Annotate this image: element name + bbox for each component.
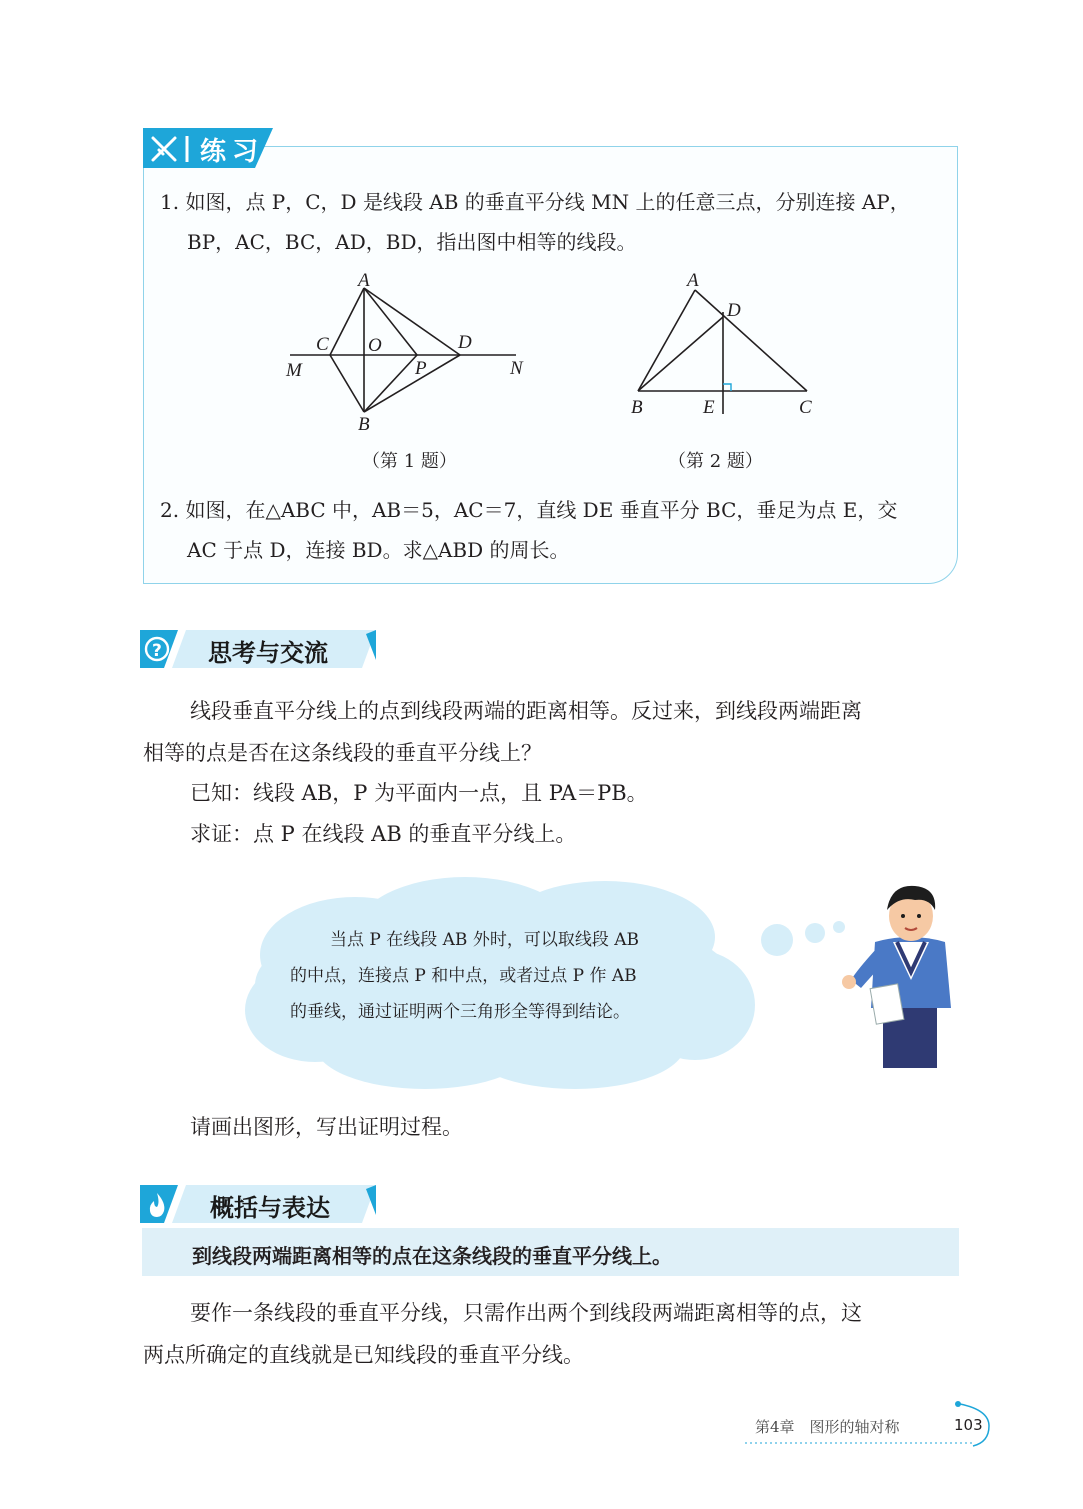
fig2-label-c: C (799, 397, 812, 418)
figure-2-caption: （第 2 题） (668, 451, 763, 472)
svg-text:?: ? (152, 641, 162, 661)
given-statement: 已知：线段 AB，P 为平面内一点，且 PA＝PB。 (190, 781, 648, 805)
draw-instruction: 请画出图形，写出证明过程。 (190, 1115, 463, 1139)
student-illustration (835, 880, 955, 1070)
footer-decoration (745, 1398, 995, 1452)
fig1-label-n: N (510, 358, 523, 379)
fig2-label-a: A (687, 270, 699, 291)
footer-chapter: 第4章 图形的轴对称 (755, 1418, 900, 1436)
question-2-line-2: AC 于点 D，连接 BD。求△ABD 的周长。 (187, 538, 570, 562)
fig1-label-c: C (316, 334, 329, 355)
fig1-label-o: O (368, 335, 382, 356)
fig1-label-b: B (358, 414, 370, 435)
question-1-line-2: BP，AC，BC，AD，BD，指出图中相等的线段。 (187, 230, 637, 254)
summary-paragraph-line-2: 两点所确定的直线就是已知线段的垂直平分线。 (143, 1343, 584, 1367)
summary-title: 概括与表达 (210, 1194, 330, 1222)
summary-paragraph-line-1: 要作一条线段的垂直平分线，只需作出两个到线段两端距离相等的点，这 (190, 1301, 862, 1325)
think-paragraph-line-1: 线段垂直平分线上的点到线段两端的距离相等。反过来，到线段两端距离 (190, 699, 862, 723)
fig1-label-p: P (415, 358, 427, 379)
question-1-line-1: 1. 如图，点 P，C，D 是线段 AB 的垂直平分线 MN 上的任意三点，分别连接 AP， (160, 190, 910, 214)
figure-2 (625, 268, 825, 418)
fig1-label-d: D (458, 332, 472, 353)
bubble-line-2: 的中点，连接点 P 和中点，或者过点 P 作 AB (290, 966, 637, 986)
figure-1-caption: （第 1 题） (362, 451, 457, 472)
bubble-line-3: 的垂线，通过证明两个三角形全等得到结论。 (290, 1002, 630, 1022)
conclusion-text: 到线段两端距离相等的点在这条线段的垂直平分线上。 (192, 1244, 672, 1268)
page-number: 103 (954, 1416, 983, 1434)
fig2-label-d: D (727, 300, 741, 321)
think-paragraph-line-2: 相等的点是否在这条线段的垂直平分线上？ (143, 741, 542, 765)
fig2-label-e: E (703, 397, 715, 418)
prove-statement: 求证：点 P 在线段 AB 的垂直平分线上。 (190, 822, 577, 846)
bubble-line-1: 当点 P 在线段 AB 外时，可以取线段 AB (330, 930, 639, 950)
practice-title: 练习 (200, 137, 265, 167)
fig1-label-a: A (358, 270, 370, 291)
figure-1 (280, 270, 540, 440)
fig1-label-m: M (286, 360, 302, 381)
question-2-line-1: 2. 如图，在△ABC 中，AB＝5，AC＝7，直线 DE 垂直平分 BC，垂足为点 E，交 (160, 498, 898, 522)
fig2-label-b: B (631, 397, 643, 418)
think-title: 思考与交流 (208, 639, 328, 667)
